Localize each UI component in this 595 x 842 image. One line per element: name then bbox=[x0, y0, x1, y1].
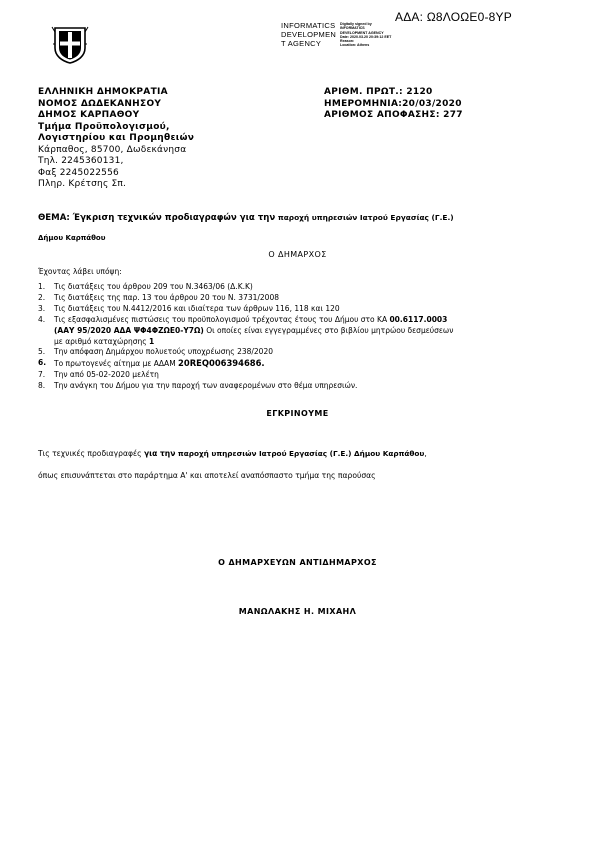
info-agency-label bbox=[281, 21, 336, 48]
issuer-line: ΕΛΛΗΝΙΚΗ ΔΗΜΟΚΡΑΤΙΑ bbox=[38, 87, 168, 97]
registration-number: 1 bbox=[149, 336, 155, 346]
list-item bbox=[38, 347, 574, 358]
list-item-number: 8. bbox=[38, 381, 46, 391]
contact-line: Πληρ. Κρέτσης Σπ. bbox=[38, 179, 127, 189]
list-item-text bbox=[54, 315, 574, 326]
list-item bbox=[38, 370, 574, 381]
greek-emblem-icon bbox=[51, 24, 89, 64]
signatory-title: Ο ΔΗΜΑΡΧΕΥΩΝ ΑΝΤΙΔΗΜΑΡΧΟΣ bbox=[218, 558, 377, 567]
adam-code: 20REQ006394686. bbox=[178, 358, 265, 369]
registration-text: με αριθμό καταχώρησης bbox=[54, 336, 150, 346]
list-item-text bbox=[54, 358, 574, 370]
issuer-line: ΔΗΜΟΣ ΚΑΡΠΑΘΟΥ bbox=[38, 110, 140, 120]
protocol-number: ΑΡΙΘΜ. ΠΡΩΤ.: 2120 bbox=[324, 87, 433, 97]
subject-line-2: Δήμου Καρπάθου bbox=[38, 234, 106, 242]
ada-code: ΑΔΑ: Ω8ΛΟΩΕ0-8ΥΡ bbox=[395, 10, 512, 24]
issuer-line: Λογιστηρίου και Προμηθειών bbox=[38, 133, 195, 143]
issuer-line: ΝΟΜΟΣ ΔΩΔΕΚΑΝΗΣΟΥ bbox=[38, 98, 162, 109]
list-item-text: Τις διατάξεις του άρθρου 209 του Ν.3463/06 (Δ.Κ.Κ) bbox=[54, 282, 253, 291]
body-text: Τις τεχνικές προδιαγραφές bbox=[38, 449, 144, 458]
stamp-line: Date: 2020.03.20 20:39:12 EET bbox=[340, 34, 392, 39]
list-item-continuation bbox=[38, 337, 574, 348]
list-item-number: 3. bbox=[38, 303, 46, 313]
digital-signature-stamp bbox=[340, 22, 391, 48]
list-item bbox=[38, 293, 574, 304]
list-item-text: Την ανάγκη του Δήμου για την παροχή των αναφερομένων στο θέμα υπηρεσιών. bbox=[54, 381, 358, 391]
body-text-bold: για την bbox=[143, 449, 176, 458]
subject-text: παροχή υπηρεσιών Ιατρού Εργασίας (Γ.Ε.) bbox=[275, 213, 454, 222]
stamp-line: Digitally signed by bbox=[340, 22, 372, 26]
info-agency-line: T AGENCY bbox=[281, 39, 322, 48]
subject-line bbox=[38, 213, 454, 223]
stamp-line: DEVELOPMENT AGENCY bbox=[340, 30, 384, 35]
mayor-title: Ο ΔΗΜΑΡΧΟΣ bbox=[268, 250, 327, 259]
list-item-number: 1. bbox=[38, 282, 46, 291]
approval-text-line-2: όπως επισυνάπτεται στο παράρτημα Α' και αποτελεί αναπόσπαστο τμήμα της παρούσας bbox=[38, 471, 376, 480]
list-item-text bbox=[54, 337, 574, 348]
list-item-number: 5. bbox=[38, 347, 46, 357]
list-item-text: Τις διατάξεις της παρ. 13 του άρθρου 20 του Ν. 3731/2008 bbox=[54, 292, 279, 302]
list-item-text: Την από 05-02-2020 μελέτη bbox=[54, 370, 159, 380]
phone-line: Τηλ. 2245360131, bbox=[38, 156, 124, 166]
body-service: παροχή υπηρεσιών Ιατρού Εργασίας (Γ.Ε.) Δήμου Καρπάθου bbox=[175, 449, 425, 458]
list-item bbox=[38, 381, 574, 392]
document-date: ΗΜΕΡΟΜΗΝΙΑ:20/03/2020 bbox=[324, 98, 462, 109]
decision-number: ΑΡΙΘΜΟΣ ΑΠΟΦΑΣΗΣ: 277 bbox=[324, 110, 463, 120]
list-item-number: 6. bbox=[38, 358, 47, 368]
list-item-text: Την απόφαση Δημάρχου πολυετούς υποχρέωσης 238/2020 bbox=[54, 347, 274, 357]
approve-title: ΕΓΚΡΙΝΟΥΜΕ bbox=[266, 409, 329, 418]
stamp-line: Location: Athens bbox=[340, 43, 370, 48]
list-item bbox=[38, 304, 574, 315]
info-agency-line: INFORMATICS bbox=[281, 21, 336, 30]
stamp-line: Reason: bbox=[340, 39, 355, 44]
budget-code: 00.6117.0003 bbox=[389, 314, 448, 324]
budget-text: Τις εξασφαλισμένες πιστώσεις του προϋπολογισμού τρέχοντας έτους του Δήμου στο ΚΑ bbox=[54, 314, 390, 324]
commitment-text: Οι οποίες είναι εγγεγραμμένες στο βιβλίου μητρώου δεσμεύσεων bbox=[203, 325, 454, 335]
list-item-text bbox=[54, 326, 574, 337]
considerations-list bbox=[38, 282, 574, 392]
approval-text-line-1 bbox=[38, 449, 427, 458]
fax-line: Φαξ 2245022556 bbox=[38, 167, 119, 178]
subject-label: ΘΕΜΑ: Έγκριση τεχνικών προδιαγραφών για την bbox=[38, 213, 276, 223]
list-item-number: 2. bbox=[38, 292, 46, 302]
list-item bbox=[38, 282, 574, 293]
list-item-text: Τις διατάξεις του Ν.4412/2016 και ιδιαίτερα των άρθρων 116, 118 και 120 bbox=[54, 303, 340, 313]
list-item-number: 7. bbox=[38, 370, 46, 380]
commitment-ref: (ΑΑΥ 95/2020 ΑΔΑ ΨΦ4ΦΖΩΕ0-Υ7Ω) bbox=[54, 325, 204, 335]
protocol-block bbox=[324, 87, 463, 122]
info-agency-line: DEVELOPMEN bbox=[281, 30, 337, 39]
address-line: Κάρπαθος, 85700, Δωδεκάνησα bbox=[38, 144, 187, 155]
list-item-number: 4. bbox=[38, 314, 46, 324]
issuer-line: Τμήμα Προϋπολογισμού, bbox=[38, 121, 170, 132]
list-item bbox=[38, 315, 574, 326]
issuer-block bbox=[38, 87, 194, 191]
stamp-line: INFORMATICS bbox=[340, 26, 365, 31]
considering-label: Έχοντας λάβει υπόψη: bbox=[38, 267, 122, 276]
body-comma: , bbox=[424, 449, 427, 458]
list-item bbox=[38, 358, 574, 370]
request-text: Το πρωτογενές αίτημα με ΑΔΑΜ bbox=[54, 359, 179, 369]
list-item-continuation bbox=[38, 326, 574, 337]
signatory-name: ΜΑΝΩΛΑΚΗΣ Η. ΜΙΧΑΗΛ bbox=[238, 607, 357, 616]
